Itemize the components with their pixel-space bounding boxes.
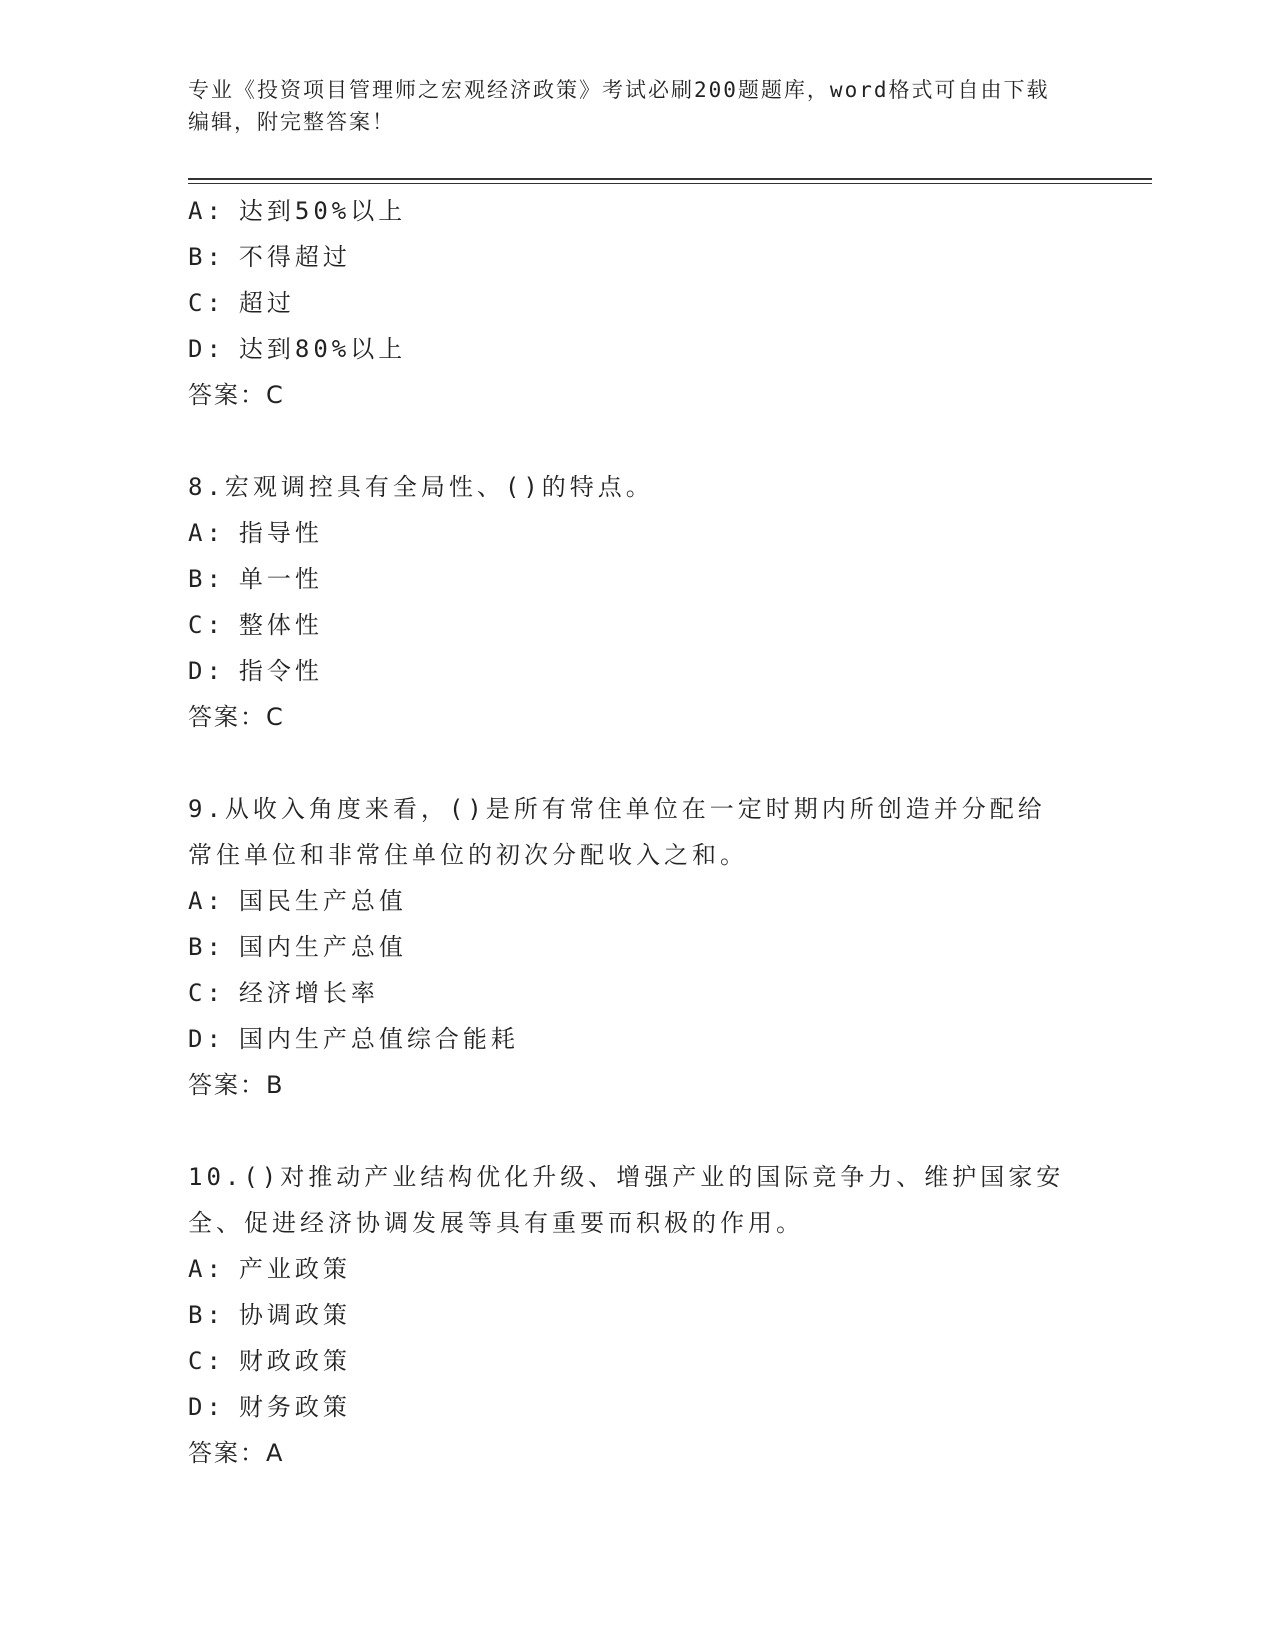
option-b: B: 国内生产总值 [188,933,407,961]
option-b: B: 协调政策 [188,1301,351,1329]
answer-line: 答案：C [188,703,285,731]
option-a: A: 达到50%以上 [188,197,407,225]
answer-line: 答案：A [188,1439,285,1467]
option-a: A: 产业政策 [188,1255,351,1283]
option-b: B: 不得超过 [188,243,351,271]
question-stem: 10.()对推动产业结构优化升级、增强产业的国际竞争力、维护国家安全、促进经济协调发展等具有重要而积极的作用。 [188,1163,1065,1237]
option-a: A: 国民生产总值 [188,887,407,915]
option-c: C: 财政政策 [188,1347,351,1375]
header-divider [188,178,1152,184]
answer-line: 答案：B [188,1071,285,1099]
option-a: A: 指导性 [188,519,323,547]
question-stem: 8.宏观调控具有全局性、()的特点。 [188,473,654,501]
option-c: C: 超过 [188,289,295,317]
option-b: B: 单一性 [188,565,323,593]
document-header: 专业《投资项目管理师之宏观经济政策》考试必刷200题题库，word格式可自由下载编辑，附完整答案！ [188,78,1050,134]
option-c: C: 整体性 [188,611,323,639]
question-stem: 9.从收入角度来看，()是所有常住单位在一定时期内所创造并分配给常住单位和非常住单位的初次分配收入之和。 [188,795,1046,869]
option-d: D: 指令性 [188,657,323,685]
option-d: D: 国内生产总值综合能耗 [188,1025,519,1053]
option-c: C: 经济增长率 [188,979,379,1007]
answer-line: 答案：C [188,381,285,409]
question-8 [188,464,1148,740]
question-10 [188,1154,1148,1476]
prev-question-options [188,188,1148,418]
option-d: D: 财务政策 [188,1393,351,1421]
question-list [188,188,1148,1476]
question-9 [188,786,1148,1108]
option-d: D: 达到80%以上 [188,335,407,363]
